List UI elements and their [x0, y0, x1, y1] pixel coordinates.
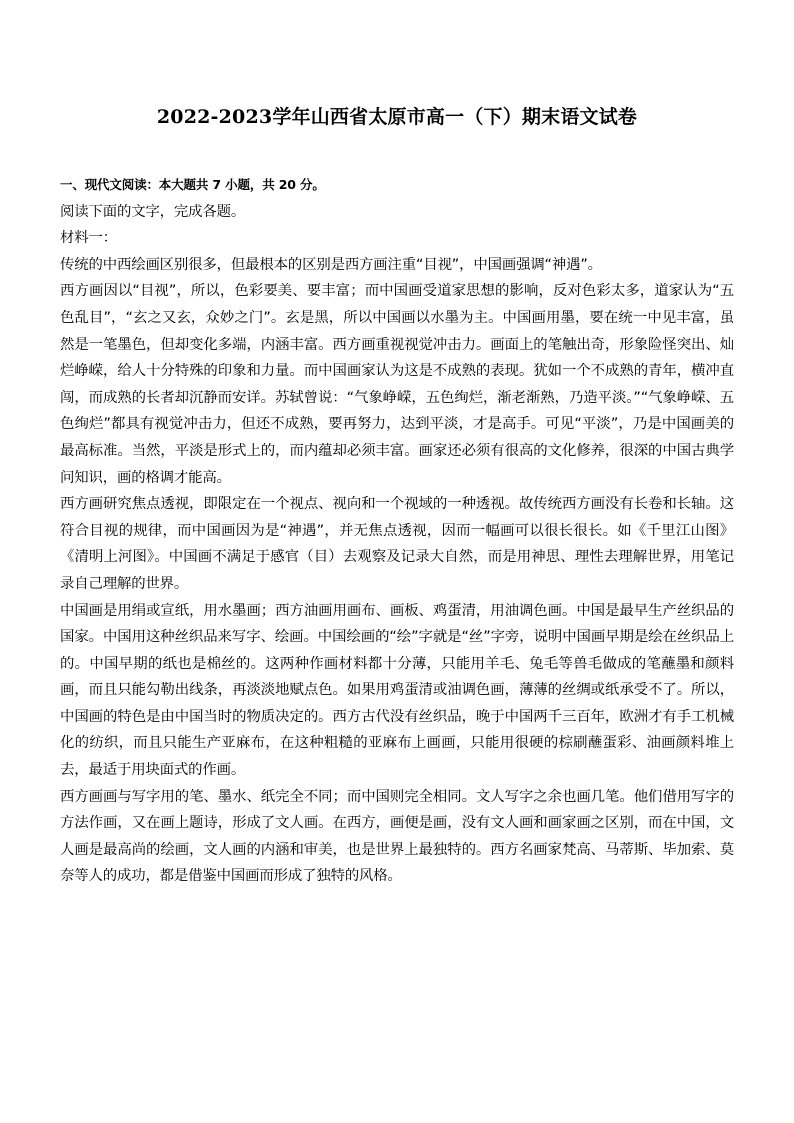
section-heading: 一、现代文阅读：本大题共 7 小题，共 20 分。: [60, 177, 325, 192]
paragraph-4: 中国画是用绢或宣纸，用水墨画；西方油画用画布、画板、鸡蛋清，用油调色画。中国是最早生产丝织品的国家。中国用这种丝织品来写字、绘画。中国绘画的“绘”字就是“丝”字旁，说明中国画早期是绘在丝织品上的。中国早期的纸也是棉丝的。这两种作画材料都十分薄，只能用羊毛、兔毛等兽毛做成的笔蘸墨和颜料画，而且只能勾勒出线条，再淡淡地赋点色。如果用鸡蛋清或油调色画，薄薄的丝绸或纸承受不了。所以，中国画的特色是由中国当时的物质决定的。西方古代没有丝织品，晚于中国两千三百年，欧洲才有手工机械化的纺织，而且只能生产亚麻布，在这种粗糙的亚麻布上画画，只能用很硬的棕刷蘸蛋彩、油画颜料堆上去，最适于用块面式的作画。: [60, 602, 734, 779]
page-title: 2022-2023学年山西省太原市高一（下）期末语文试卷: [156, 106, 638, 128]
document-body: [60, 172, 734, 890]
material-label: 材料一：: [60, 230, 117, 247]
paragraph-5: 西方画画与写字用的笔、墨水、纸完全不同；而中国则完全相同。文人写字之余也画几笔。他们借用写字的方法作画，又在画上题诗，形成了文人画。在西方，画便是画，没有文人画和画家画之区别，而在中国，文人画是最高尚的绘画，文人画的内涵和审美，也是世界上最独特的。西方名画家梵高、马蒂斯、毕加索、莫奈等人的成功，都是借鉴中国画而形成了独特的风格。: [60, 788, 734, 885]
instruction-text: 阅读下面的文字，完成各题。: [60, 203, 246, 220]
paragraph-3: 西方画研究焦点透视，即限定在一个视点、视向和一个视域的一种透视。故传统西方画没有长卷和长轴。这符合目视的规律，而中国画因为是“神遇”，并无焦点透视，因而一幅画可以很长很长。如《千里江山图》《清明上河图》。中国画不满足于感官（目）去观察及记录大自然，而是用神思、理性去理解世界，用笔记录自己理解的世界。: [60, 496, 734, 592]
paragraph-1: 传统的中西绘画区别很多，但最根本的区别是西方画注重“目视”，中国画强调“神遇”。: [60, 256, 602, 273]
paragraph-2: 西方画因以“目视”，所以，色彩要美、要丰富；而中国画受道家思想的影响，反对色彩太多，道家认为“五色乱目”，“玄之又玄，众妙之门”。玄是黑，所以中国画以水墨为主。中国画用墨，要在统一中见丰富，虽然是一笔墨色，但却变化多端，内涵丰富。西方画重视视觉冲击力。画面上的笔触出奇，形象险怪突出、灿烂峥嵘，给人十分特殊的印象和力量。而中国画家认为这是不成熟的表现。犹如一个不成熟的青年，横冲直闯，而成熟的长者却沉静而安详。苏轼曾说：“气象峥嵘，五色绚烂，渐老渐熟，乃造平淡。”“气象峥嵘、五色绚烂”都具有视觉冲击力，但还不成熟，要再努力，达到平淡，才是高手。可见“平淡”，乃是中国画美的最高标准。当然，平淡是形式上的，而内蕴却必须丰富。画家还必须有很高的文化修养，很深的中国古典学问知识，画的格调才能高。: [60, 283, 734, 486]
